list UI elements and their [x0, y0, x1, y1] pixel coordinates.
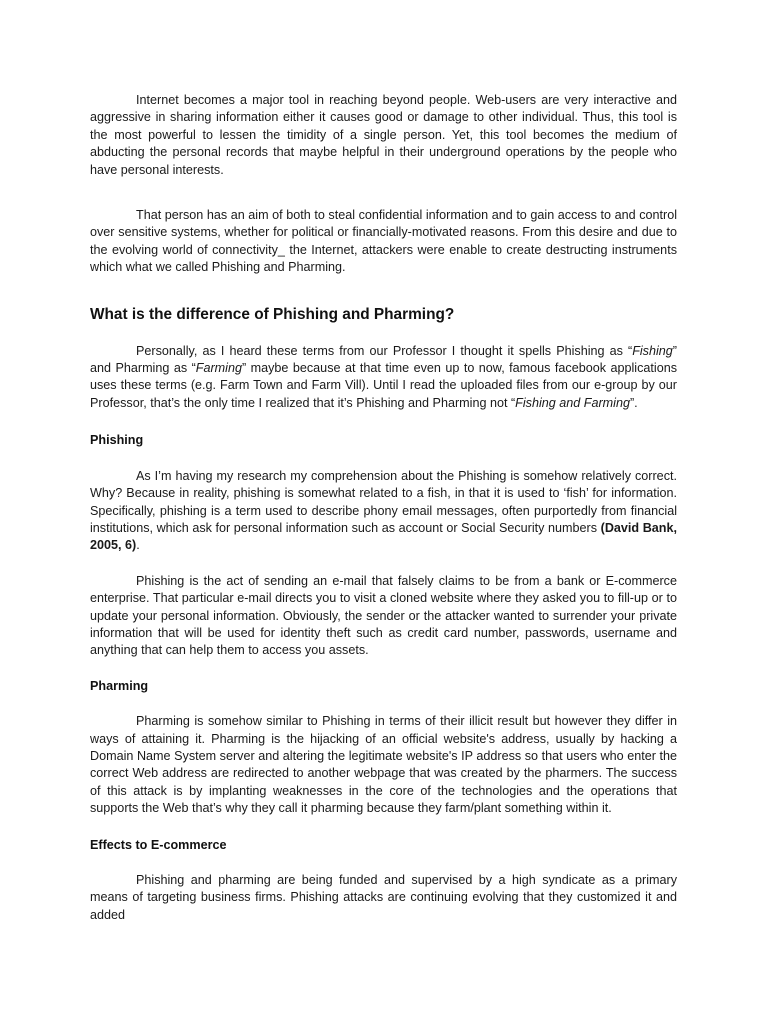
- effects-heading: Effects to E-commerce: [90, 837, 227, 852]
- phishing-paragraph-1: [90, 468, 677, 555]
- effects-paragraph: Phishing and pharming are being funded and supervised by a high syndicate as a primary means of targeting business firms. Phishing attacks are continuing evolving that they customized it and added: [90, 873, 677, 922]
- document-page: [90, 92, 677, 924]
- phishing-citation: (David Bank, 2005, 6): [90, 520, 677, 553]
- difference-text-b: ” and Pharming as “: [90, 343, 677, 376]
- difference-text-c: ” maybe because at that time even up to now, famous facebook applications uses these terms (e.g. Farm Town and Farm Vill). Until I read the uploaded files from our e-group by our Professor, that’s the only time I realized that it’s Phishing and Pharming not “: [90, 361, 678, 410]
- farming-term: Farming: [195, 361, 242, 376]
- phishing-paragraph-2: Phishing is the act of sending an e-mail that falsely claims to be from a bank or E-commerce enterprise. That particular e-mail directs you to visit a cloned website where they asked you to fill-up or to update your personal information. Obviously, the sender or the attacker wanted to surrender your private information that will be used for identity theft such as credit card number, passwords, username and anything that can help them to access you assets.: [90, 573, 677, 658]
- phishing-text: As I’m having my research my comprehension about the Phishing is somehow relatively correct. Why? Because in reality, phishing is somewhat related to a fish, in that it is used to ‘fish’ for information. Specifically, phishing is a term used to describe phony email messages, often purportedly from financial institutions, which ask for personal information such as account or Social Security numbers: [90, 468, 677, 535]
- phishing-heading: Phishing: [90, 433, 144, 448]
- fishing-and-farming-term: Fishing and Farming: [515, 395, 630, 410]
- phishing-text-end: .: [136, 538, 140, 553]
- pharming-heading: Pharming: [90, 678, 149, 693]
- difference-heading: What is the difference of Phishing and Pharming?: [90, 305, 455, 323]
- intro-paragraph-2: That person has an aim of both to steal confidential information and to gain access to and control over sensitive systems, whether for political or financially-motivated reasons. From this desire and due to the evolving world of connectivity_ the Internet, attackers were enable to create destructing instruments which what we called Phishing and Pharming.: [90, 208, 677, 275]
- difference-text-d: ”.: [629, 395, 638, 410]
- difference-paragraph: [90, 343, 677, 413]
- difference-text-a: Personally, as I heard these terms from our Professor I thought it spells Phishing as “: [136, 343, 633, 358]
- fishing-term: Fishing: [632, 343, 673, 358]
- pharming-paragraph: Pharming is somehow similar to Phishing in terms of their illicit result but however they differ in ways of attaining it. Pharming is the hijacking of an official website's address, usually by hacking a Domain Name System server and altering the legitimate website's IP address so that users who enter the correct Web address are redirected to another webpage that was created by the pharmers. The success of this attack is by implanting weaknesses in the core of the technologies and the operations that supports the Web that’s why they call it pharming because they farm/plant something within it.: [90, 714, 677, 816]
- intro-paragraph-1: Internet becomes a major tool in reaching beyond people. Web-users are very interactive and aggressive in sharing information either it causes good or damage to other individual. Thus, this tool is the most powerful to lessen the timidity of a single person. Yet, this tool becomes the medium of abducting the personal records that maybe helpful in their underground operations by the people who have personal interests.: [90, 93, 677, 177]
